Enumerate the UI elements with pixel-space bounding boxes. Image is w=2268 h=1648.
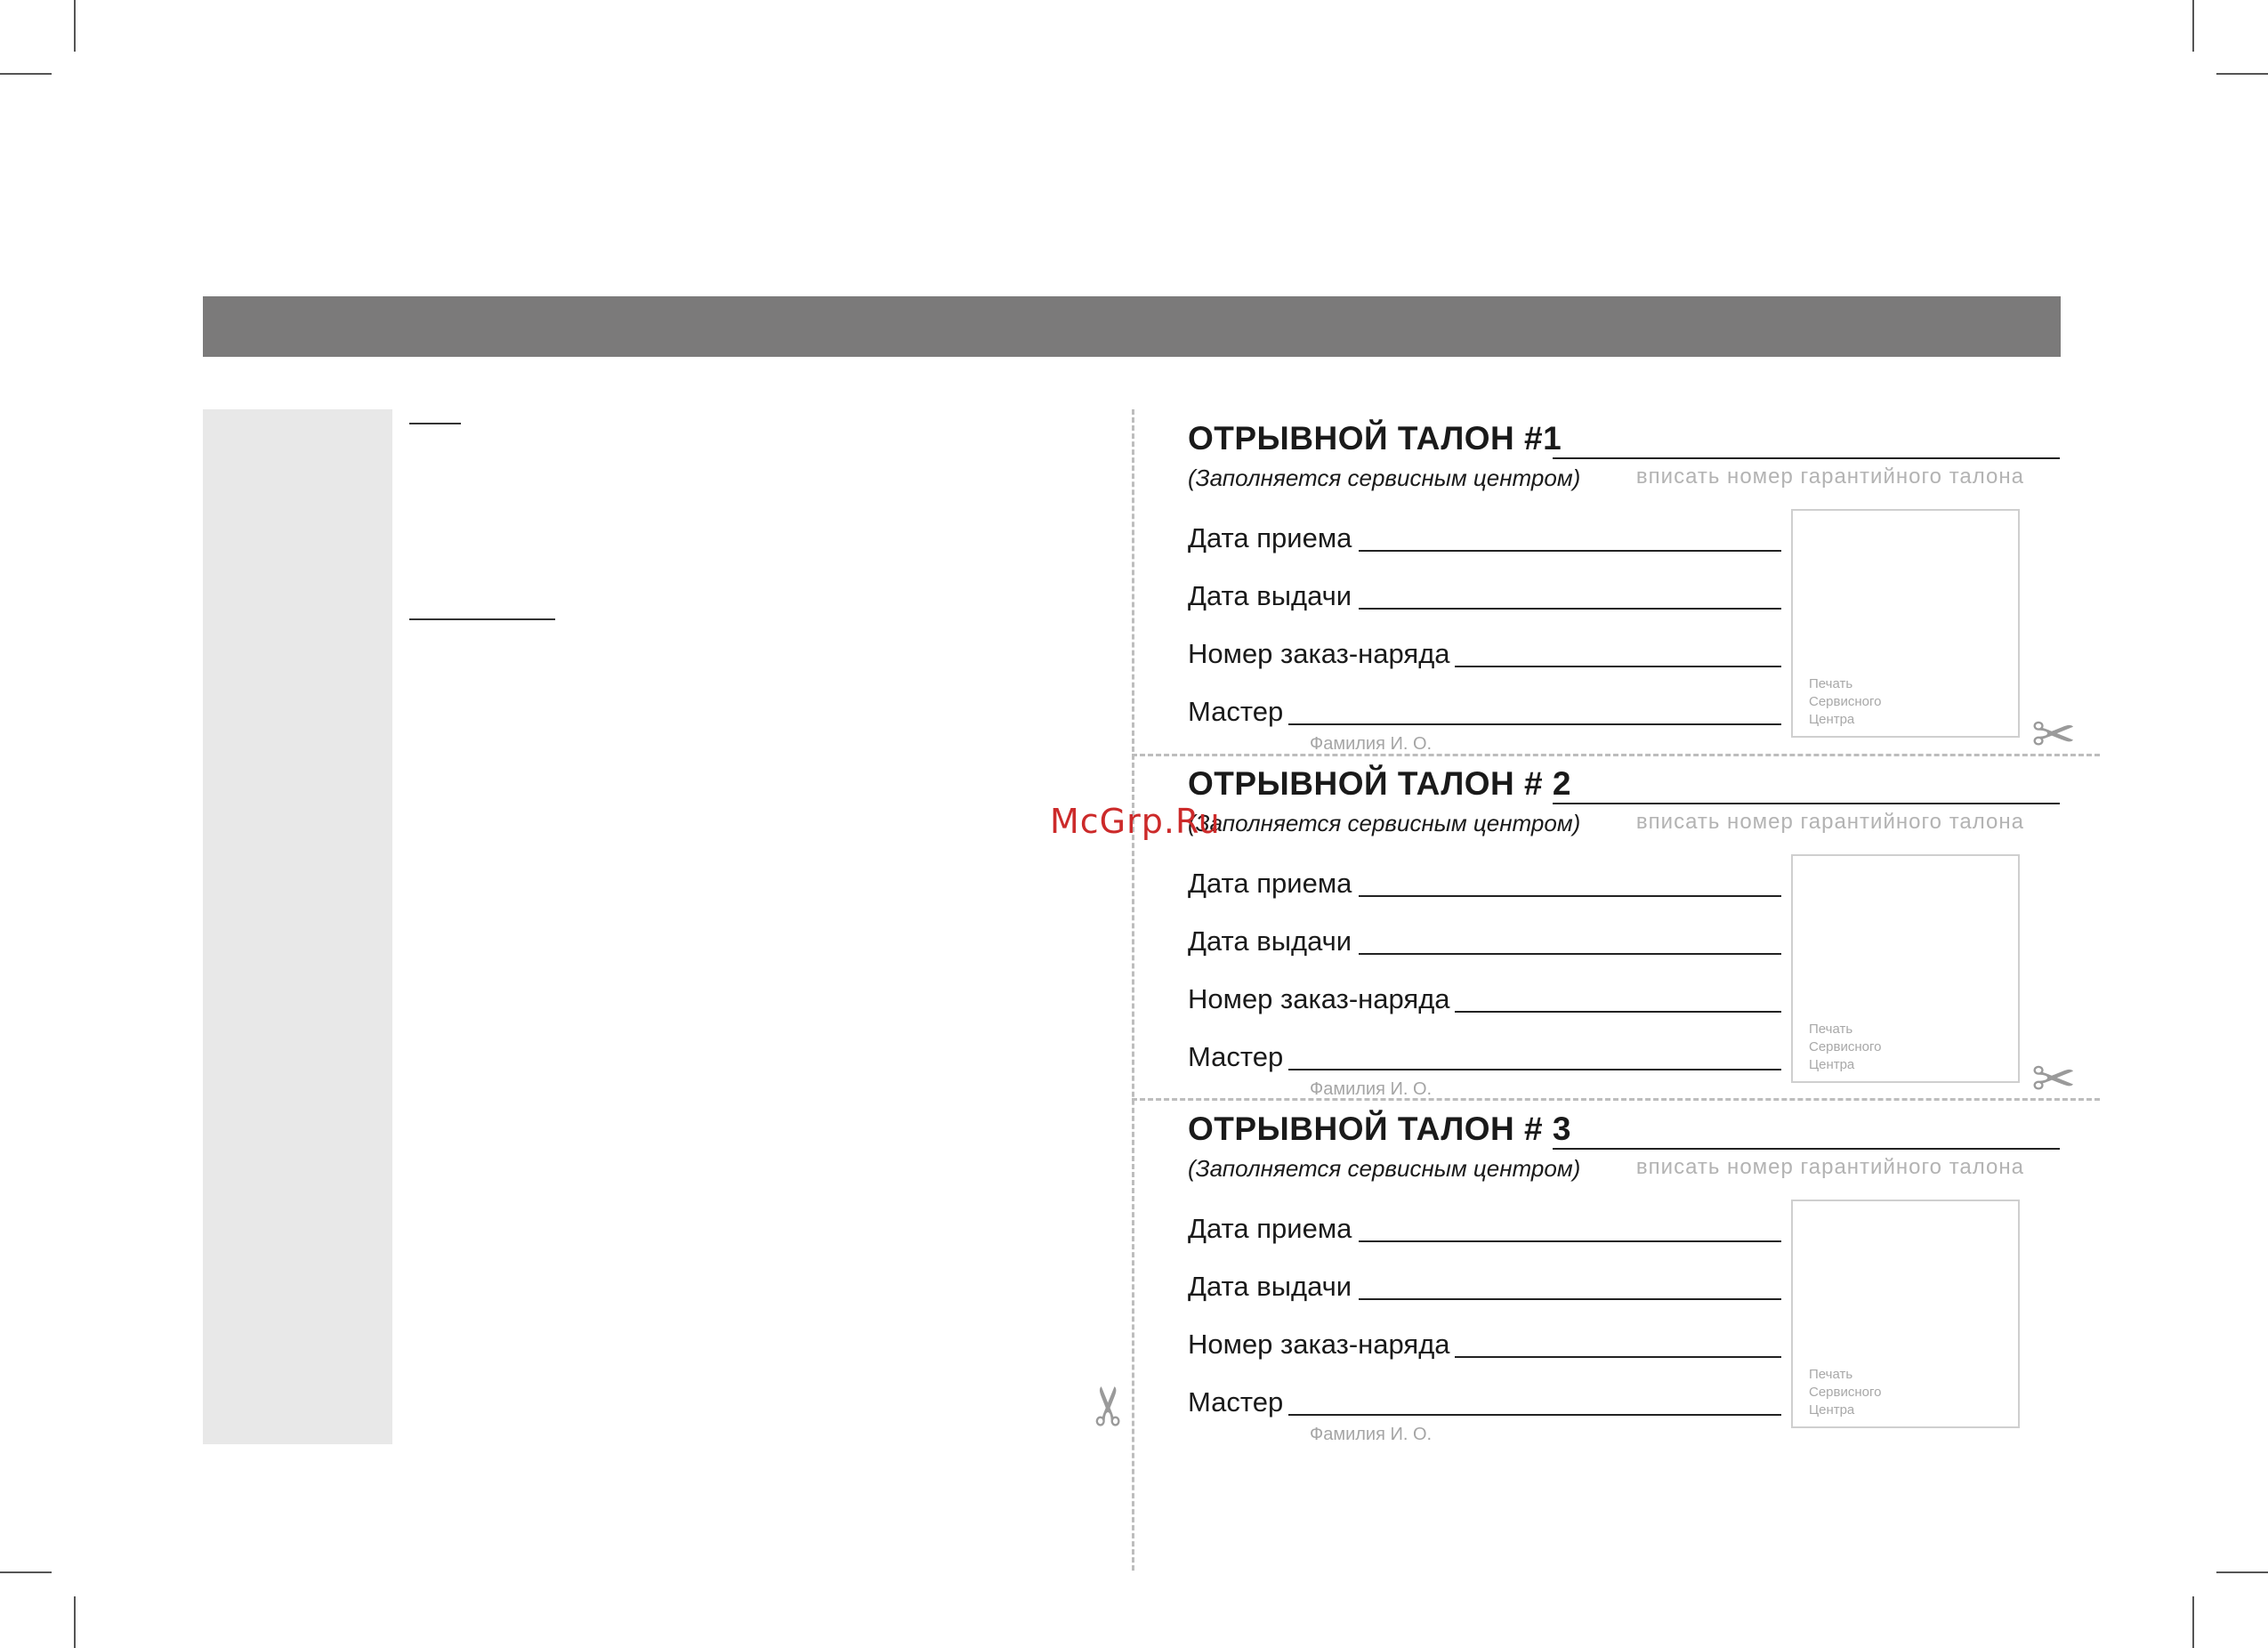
warranty-number-hint: вписать номер гарантийного талона [1635,1155,2024,1179]
coupon-subtitle: (Заполняется сервисным центром) [1188,465,1581,491]
watermark: McGrp.Ru [1050,802,1221,841]
side-block [203,409,392,1444]
master-name-hint: Фамилия И. О. [1310,1079,1433,1099]
master-line[interactable] [1288,1414,1781,1416]
warranty-number-hint: вписать номер гарантийного талона [1635,810,2024,834]
cut-line-2 [1132,1098,2100,1101]
crop-mark-top-right-vertical [2192,0,2194,52]
stamp-box [1791,509,2020,738]
coupon-title: ОТРЫВНОЙ ТАЛОН # 3 [1188,1111,1571,1147]
coupon-2 [1188,765,2078,1099]
master-name-hint: Фамилия И. О. [1310,734,1433,754]
date-issued-line[interactable] [1359,953,1781,955]
stamp-caption: Печать Сервисного Центра [1809,1367,1882,1418]
scissors-icon: ✂ [2031,1048,2077,1111]
order-number-label: Номер заказ-наряда [1188,638,1450,669]
crop-mark-top-left-horizontal [0,73,52,75]
coupon-1 [1188,420,2078,754]
warranty-number-line[interactable] [1553,457,2060,459]
date-received-label: Дата приема [1188,522,1352,553]
coupon-3 [1188,1111,2078,1444]
order-number-line[interactable] [1455,1356,1781,1358]
date-received-label: Дата приема [1188,1213,1352,1244]
date-received-line[interactable] [1359,550,1781,552]
date-issued-label: Дата выдачи [1188,925,1352,957]
master-label: Мастер [1188,696,1284,727]
order-number-line[interactable] [1455,1011,1781,1013]
date-issued-line[interactable] [1359,608,1781,610]
order-number-label: Номер заказ-наряда [1188,1329,1450,1360]
master-name-hint: Фамилия И. О. [1310,1425,1433,1444]
master-line[interactable] [1288,1069,1781,1070]
crop-mark-top-left-vertical [74,0,76,52]
date-issued-label: Дата выдачи [1188,1271,1352,1302]
stamp-box [1791,1200,2020,1428]
coupon-subtitle: (Заполняется сервисным центром) [1188,810,1581,836]
master-line[interactable] [1288,723,1781,725]
master-label: Мастер [1188,1041,1284,1072]
order-number-label: Номер заказ-наряда [1188,983,1450,1014]
crop-mark-top-right-horizontal [2216,73,2268,75]
master-label: Мастер [1188,1386,1284,1418]
date-received-label: Дата приема [1188,868,1352,899]
date-issued-label: Дата выдачи [1188,580,1352,611]
crop-mark-bottom-left-horizontal [0,1571,52,1573]
crop-mark-bottom-left-vertical [74,1596,76,1648]
stamp-box [1791,854,2020,1083]
coupon-subtitle: (Заполняется сервисным центром) [1188,1155,1581,1182]
date-received-line[interactable] [1359,895,1781,897]
warranty-number-line[interactable] [1553,1148,2060,1150]
scissors-icon: ✂ [1078,1383,1142,1429]
warranty-number-hint: вписать номер гарантийного талона [1635,465,2024,489]
coupon-title: ОТРЫВНОЙ ТАЛОН #1 [1188,420,1562,456]
order-number-line[interactable] [1455,666,1781,667]
date-issued-line[interactable] [1359,1298,1781,1300]
warranty-number-line[interactable] [1553,803,2060,804]
crop-mark-bottom-right-horizontal [2216,1571,2268,1573]
crop-mark-bottom-right-vertical [2192,1596,2194,1648]
stamp-caption: Печать Сервисного Центра [1809,676,1882,727]
rule-short [409,423,461,424]
scissors-icon: ✂ [2031,704,2077,766]
cut-line-1 [1132,754,2100,756]
header-band [203,296,2061,357]
stamp-caption: Печать Сервисного Центра [1809,1022,1882,1072]
coupon-title: ОТРЫВНОЙ ТАЛОН # 2 [1188,765,1571,802]
date-received-line[interactable] [1359,1240,1781,1242]
rule-medium [409,618,555,620]
